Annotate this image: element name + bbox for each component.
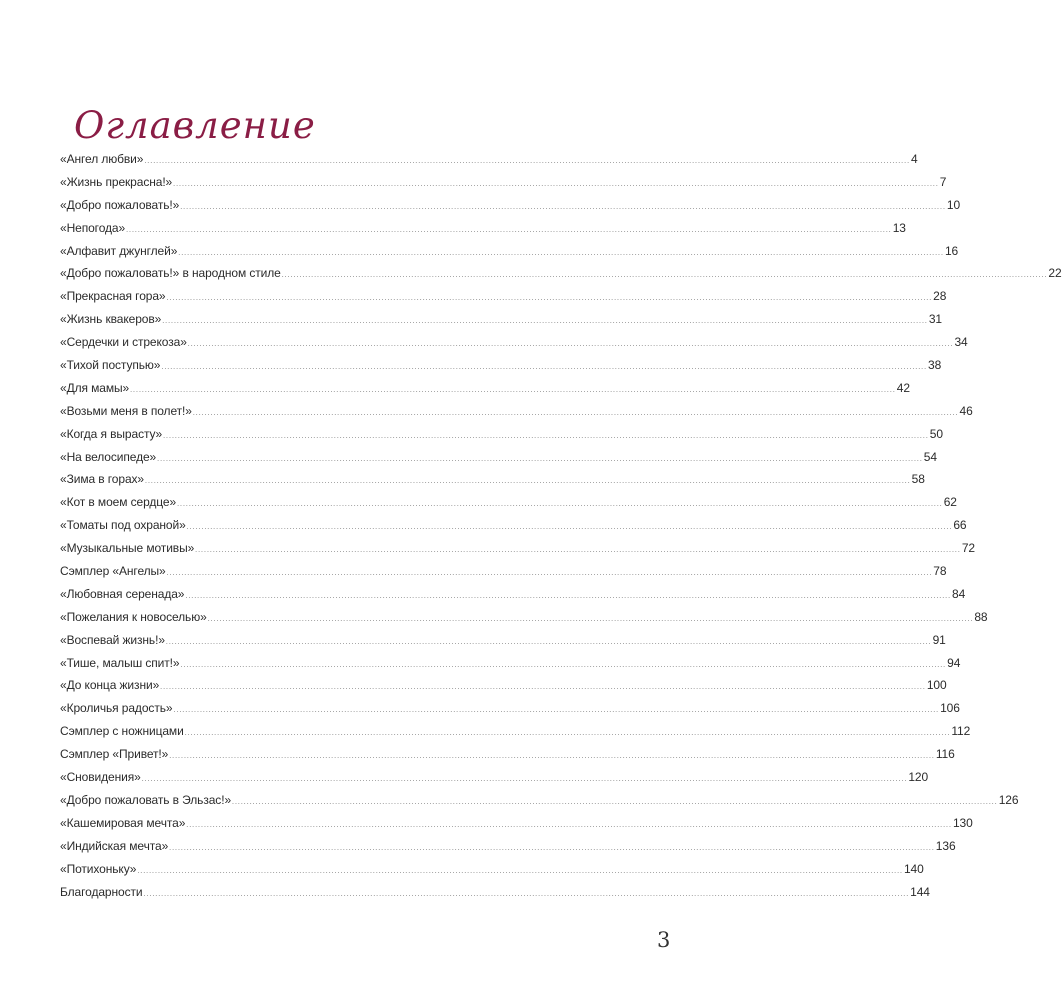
toc-leader-dots: .................................................................................................................................................................................................................................................................... xyxy=(185,592,952,600)
toc-entry-title: «До конца жизни» xyxy=(60,678,160,693)
toc-entry-page: 42 xyxy=(896,380,910,395)
toc-leader-dots: .................................................................................................................................................................................................................................................................... xyxy=(166,570,933,578)
toc-entry xyxy=(60,447,937,470)
toc-leader-dots: .................................................................................................................................................................................................................................................................... xyxy=(144,158,911,165)
toc-entry xyxy=(60,424,943,447)
toc-entry-page: 112 xyxy=(951,724,971,739)
toc-leader-dots: .................................................................................................................................................................................................................................................................... xyxy=(281,272,1048,280)
toc-entry-title: «Когда я вырасту» xyxy=(60,426,163,441)
toc-leader-dots: .................................................................................................................................................................................................................................................................... xyxy=(177,501,943,509)
toc-leader-dots: .................................................................................................................................................................................................................................................................... xyxy=(165,638,932,646)
toc-entry xyxy=(60,836,956,859)
toc-leader-dots: .................................................................................................................................................................................................................................................................... xyxy=(137,867,903,875)
toc-entry-page: 16 xyxy=(944,243,959,258)
toc-leader-dots: .................................................................................................................................................................................................................................................................... xyxy=(163,432,929,440)
toc-entry xyxy=(60,309,943,332)
toc-entry xyxy=(60,882,930,905)
toc-leader-dots: .................................................................................................................................................................................................................................................................... xyxy=(186,524,953,532)
toc-entry-title: «Жизнь квакеров» xyxy=(60,312,162,327)
toc-leader-dots: .................................................................................................................................................................................................................................................................... xyxy=(130,386,896,394)
toc-leader-dots: .................................................................................................................................................................................................................................................................... xyxy=(192,409,959,417)
toc-entry-title: Сэмплер с ножницами xyxy=(60,724,184,739)
toc-entry-page: 10 xyxy=(946,197,961,212)
toc-leader-dots: .................................................................................................................................................................................................................................................................... xyxy=(186,821,952,829)
toc-leader-dots: .................................................................................................................................................................................................................................................................... xyxy=(184,730,951,738)
toc-entry-title: «Прекрасная гора» xyxy=(60,289,166,304)
toc-heading: Оглавление xyxy=(74,104,316,147)
toc-entry-page: 28 xyxy=(933,289,947,304)
toc-leader-dots: .................................................................................................................................................................................................................................................................... xyxy=(187,341,954,349)
toc-list xyxy=(60,149,1062,904)
toc-leader-dots: .................................................................................................................................................................................................................................................................... xyxy=(180,661,947,669)
toc-leader-dots: .................................................................................................................................................................................................................................................................... xyxy=(160,684,926,692)
toc-entry-title: «Потихоньку» xyxy=(60,861,137,876)
toc-entry-title: «Жизнь прекрасна!» xyxy=(60,174,173,189)
toc-entry xyxy=(60,378,910,401)
toc-entry xyxy=(60,172,947,195)
toc-leader-dots: .................................................................................................................................................................................................................................................................... xyxy=(157,455,923,463)
toc-entry xyxy=(60,332,968,355)
toc-leader-dots: .................................................................................................................................................................................................................................................................... xyxy=(169,844,935,852)
toc-entry xyxy=(60,149,918,172)
toc-entry xyxy=(60,675,947,698)
toc-leader-dots: .................................................................................................................................................................................................................................................................... xyxy=(143,890,910,898)
toc-entry-page: 72 xyxy=(961,541,975,556)
toc-leader-dots: .................................................................................................................................................................................................................................................................... xyxy=(141,776,908,784)
toc-entry-page: 100 xyxy=(926,678,947,693)
toc-entry-title: «На велосипеде» xyxy=(60,449,157,464)
toc-entry xyxy=(60,355,942,378)
toc-entry-page: 7 xyxy=(939,174,947,189)
toc-entry xyxy=(60,584,966,607)
toc-entry-title: «Возьми меня в полет!» xyxy=(60,403,192,418)
toc-entry-title: «Кашемировая мечта» xyxy=(60,815,186,830)
toc-entry xyxy=(60,653,961,676)
toc-entry-page: 38 xyxy=(928,358,942,373)
toc-entry-title: «Сердечки и стрекоза» xyxy=(60,335,187,350)
toc-entry-page: 116 xyxy=(935,747,955,762)
toc-entry-title: Сэмплер «Ангелы» xyxy=(60,564,166,579)
toc-entry xyxy=(60,538,975,561)
toc-entry-title: «Ангел любви» xyxy=(60,152,144,166)
toc-entry-page: 120 xyxy=(908,770,929,785)
toc-entry xyxy=(60,767,929,790)
toc-entry xyxy=(60,790,1019,813)
toc-leader-dots: .................................................................................................................................................................................................................................................................... xyxy=(207,615,974,623)
toc-entry xyxy=(60,515,967,538)
toc-entry-page: 13 xyxy=(892,220,906,235)
toc-entry-title: «Музыкальные мотивы» xyxy=(60,541,195,556)
toc-entry xyxy=(60,492,957,515)
toc-leader-dots: .................................................................................................................................................................................................................................................................... xyxy=(180,203,946,211)
toc-entry-title: «Воспевай жизнь!» xyxy=(60,632,165,647)
toc-entry xyxy=(60,263,1062,286)
toc-entry-page: 31 xyxy=(928,312,943,327)
toc-leader-dots: .................................................................................................................................................................................................................................................................... xyxy=(232,798,998,806)
toc-entry xyxy=(60,401,973,424)
toc-leader-dots: .................................................................................................................................................................................................................................................................... xyxy=(173,180,939,188)
toc-entry-title: Сэмплер «Привет!» xyxy=(60,747,169,762)
toc-entry-page: 144 xyxy=(910,884,930,899)
toc-entry xyxy=(60,218,906,241)
toc-leader-dots: .................................................................................................................................................................................................................................................................... xyxy=(195,547,961,555)
toc-entry-title: «Непогода» xyxy=(60,220,126,235)
toc-leader-dots: .................................................................................................................................................................................................................................................................... xyxy=(166,295,933,303)
toc-entry-page: 4 xyxy=(911,152,918,166)
toc-entry-page: 94 xyxy=(947,655,961,670)
toc-entry-title: «Томаты под охраной» xyxy=(60,518,186,533)
toc-entry-page: 46 xyxy=(959,403,973,418)
toc-entry-title: «Добро пожаловать!» xyxy=(60,197,180,212)
toc-entry xyxy=(60,607,988,630)
toc-entry-title: «Пожелания к новоселью» xyxy=(60,609,207,624)
toc-leader-dots: .................................................................................................................................................................................................................................................................... xyxy=(173,707,940,715)
toc-entry xyxy=(60,195,961,218)
toc-leader-dots: .................................................................................................................................................................................................................................................................... xyxy=(162,318,928,326)
toc-leader-dots: .................................................................................................................................................................................................................................................................... xyxy=(178,249,944,257)
toc-entry xyxy=(60,744,955,767)
toc-entry-title: «Для мамы» xyxy=(60,380,130,395)
toc-entry-page: 62 xyxy=(943,495,957,510)
toc-entry-title: «Добро пожаловать в Эльзас!» xyxy=(60,792,232,807)
toc-entry-page: 22 xyxy=(1048,266,1062,281)
toc-entry-title: «Индийская мечта» xyxy=(60,838,169,853)
toc-entry-title: «Кроличья радость» xyxy=(60,701,173,716)
toc-entry-page: 54 xyxy=(923,449,937,464)
toc-entry-page: 136 xyxy=(935,838,956,853)
toc-leader-dots: .................................................................................................................................................................................................................................................................... xyxy=(169,753,935,761)
toc-entry-page: 84 xyxy=(952,586,966,601)
toc-entry-title: «Алфавит джунглей» xyxy=(60,243,178,258)
toc-entry-title: «Зима в горах» xyxy=(60,472,145,487)
toc-entry-page: 50 xyxy=(929,426,943,441)
toc-entry-title: Благодарности xyxy=(60,884,143,899)
page-number: 3 xyxy=(657,928,671,952)
toc-entry-page: 130 xyxy=(952,815,973,830)
toc-entry-title: «Любовная серенада» xyxy=(60,586,185,601)
toc-leader-dots: .................................................................................................................................................................................................................................................................... xyxy=(126,226,892,234)
toc-entry-title: «Сновидения» xyxy=(60,770,141,785)
toc-entry xyxy=(60,561,947,584)
toc-entry xyxy=(60,286,947,309)
toc-entry-page: 106 xyxy=(940,701,960,716)
toc-leader-dots: .................................................................................................................................................................................................................................................................... xyxy=(161,364,928,372)
toc-entry-page: 140 xyxy=(903,861,924,876)
toc-entry-page: 66 xyxy=(953,518,967,533)
toc-entry-page: 78 xyxy=(933,564,947,579)
toc-entry-title: «Тише, малыш спит!» xyxy=(60,655,180,670)
toc-entry-title: «Добро пожаловать!» в народном стиле xyxy=(60,266,281,281)
toc-entry xyxy=(60,813,973,836)
toc-entry-page: 34 xyxy=(954,335,968,350)
toc-entry xyxy=(60,469,925,492)
toc-entry xyxy=(60,698,960,721)
toc-entry-title: «Тихой поступью» xyxy=(60,358,161,373)
toc-entry xyxy=(60,721,971,744)
toc-entry-page: 58 xyxy=(911,472,925,487)
toc-entry-page: 88 xyxy=(974,609,988,624)
toc-entry xyxy=(60,859,924,882)
toc-entry-page: 91 xyxy=(932,632,946,647)
toc-leader-dots: .................................................................................................................................................................................................................................................................... xyxy=(145,478,911,486)
toc-entry xyxy=(60,241,959,264)
toc-entry-page: 126 xyxy=(998,792,1019,807)
toc-entry xyxy=(60,630,946,653)
toc-entry-title: «Кот в моем сердце» xyxy=(60,495,177,510)
